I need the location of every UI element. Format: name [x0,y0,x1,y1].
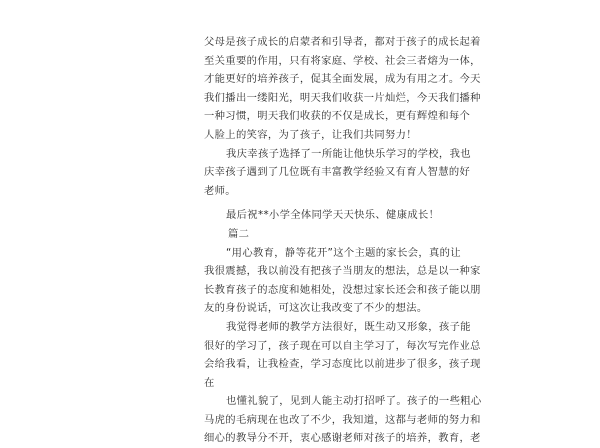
text-line: 庆幸孩子遇到了几位既有丰富教学经验又有育人智慧的好 [204,166,471,179]
text-line: 我们播出一缕阳光，明天我们收获一片灿烂，今天我们播种 [204,91,481,104]
text-line: 老师。 [204,184,236,197]
text-line: 友的身份说话，可这次让我改变了不少的想法。 [204,302,428,315]
paragraph-parent-meeting [204,244,481,318]
text-line: 马虎的毛病现在也改了不少，我知道，这都与老师的努力和 [204,413,481,426]
text-line: 至关重要的作用，只有将家庭、学校、社会三者熔为一体， [204,54,481,67]
text-line: 才能更好的培养孩子，促其全面发展，成为有用之才。今天 [204,73,481,86]
text-line: 我觉得老师的教学方法很好，既生动又形象，孩子能 [226,320,471,333]
text-line: 我庆幸孩子选择了一所能让他快乐学习的学校，我也 [226,147,471,160]
text-line: “用心教育，静等花开”这个主题的家长会，真的让 [226,246,461,259]
paragraph-parents-role [204,33,481,145]
closing-wish: 最后祝**小学全体同学天天快乐、健康成长！ [226,209,440,222]
section-heading: 篇二 [228,227,250,240]
text-line: 细心的教导分不开，衷心感谢老师对孩子的培养，教育，老 [204,432,481,445]
text-line: 人脸上的笑容，为了孩子，让我们共同努力！ [204,128,417,141]
text-line: 父母是孩子成长的启蒙者和引导者，都对于孩子的成长起着 [204,36,481,48]
text-line: 我很震撼，我以前没有把孩子当朋友的想法，总是以一种家 [204,265,481,278]
paragraph-teaching-method [204,318,481,392]
text-line: 长教育孩子的态度和她相处，没想过家长还会和孩子能以朋 [204,283,481,296]
text-line: 一种习惯，明天我们收获的不仅是成长，更有辉煌和每个 [204,110,471,123]
text-line: 也懂礼貌了，见到人能主动打招呼了。孩子的一些粗心 [226,395,482,408]
paragraph-child-progress [204,392,482,448]
paragraph-school-gratitude [204,145,471,201]
text-line: 会给我看，让我检查，学习态度比以前进步了很多，孩子现 [204,358,481,371]
text-line: 很好的学习了，孩子现在可以自主学习了，每次写完作业总 [204,339,481,352]
text-line: 在 [204,376,215,389]
document-body [204,33,482,448]
